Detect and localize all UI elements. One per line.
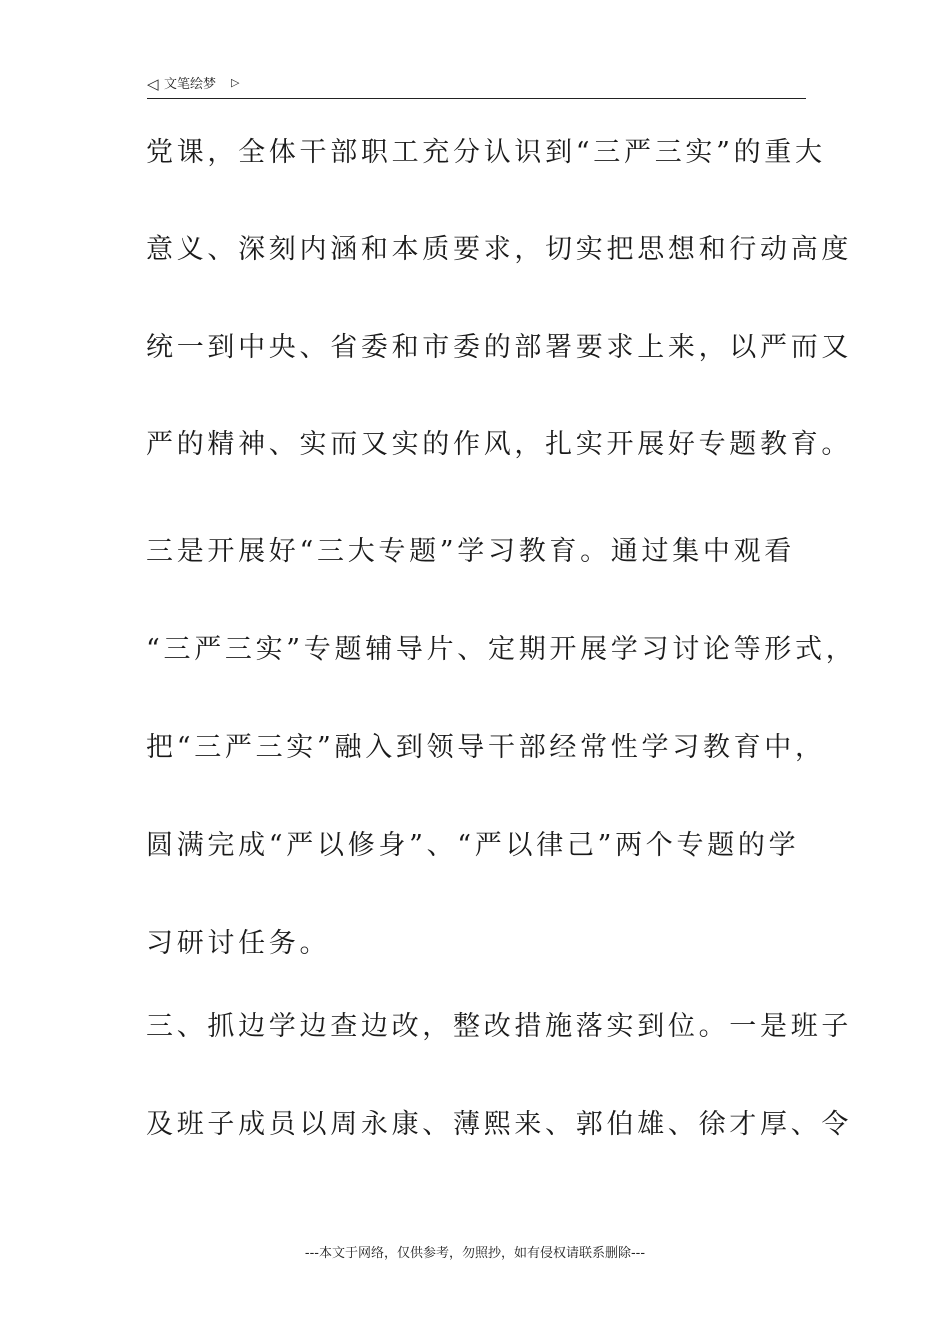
left-triangle-icon: ◁: [147, 75, 159, 93]
text-line: 统一到中央、省委和市委的部署要求上来，以严而又: [146, 332, 853, 363]
text-line: 三是开展好“三大专题”学习教育。通过集中观看: [146, 536, 796, 567]
text-line: 党课，全体干部职工充分认识到“三严三实”的重大: [146, 137, 826, 168]
text-line: 及班子成员以周永康、薄熙来、郭伯雄、徐才厚、令: [146, 1109, 853, 1140]
text-line: 意义、深刻内涵和本质要求，切实把思想和行动高度: [146, 234, 853, 265]
right-triangle-icon: ▷: [231, 76, 240, 89]
text-line: 习研讨任务。: [146, 928, 331, 959]
page-header: [147, 72, 806, 99]
header-title: 文笔绘梦: [164, 77, 217, 92]
text-line: 严的精神、实而又实的作风，扎实开展好专题教育。: [146, 429, 853, 460]
footer-disclaimer: ---本文于网络，仅供参考，勿照抄，如有侵权请联系删除---: [304, 1246, 646, 1261]
text-line: 把“三严三实”融入到领导干部经常性学习教育中，: [146, 732, 826, 763]
text-line: 三、抓边学边查边改，整改措施落实到位。一是班子: [146, 1011, 853, 1042]
text-line: 圆满完成“严以修身”、“严以律己”两个专题的学: [146, 830, 800, 861]
text-line: “三严三实”专题辅导片、定期开展学习讨论等形式，: [146, 634, 857, 665]
